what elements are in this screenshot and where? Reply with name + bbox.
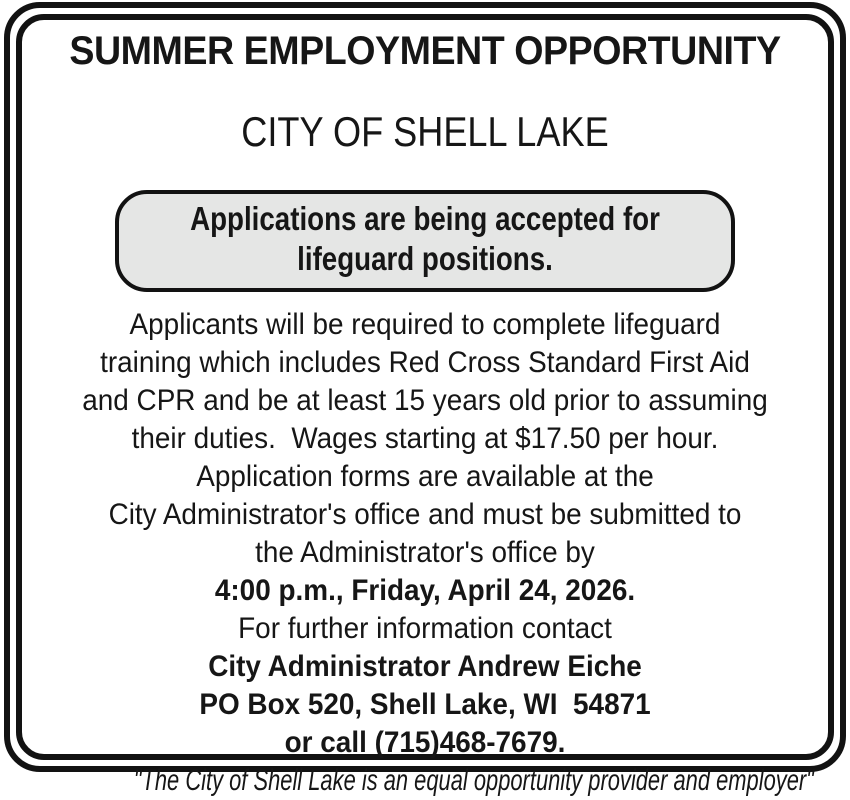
banner-line-2: lifeguard positions. (297, 239, 553, 277)
ad-title: SUMMER EMPLOYMENT OPPORTUNITY (69, 29, 781, 73)
contact-name: City Administrator Andrew Eiche (208, 649, 642, 683)
deadline-text: 4:00 p.m., Friday, April 24, 2026. (214, 573, 636, 607)
contact-phone: or call (715)468-7679. (284, 725, 566, 759)
body-line-forms-2: City Administrator's office and must be submitted to (108, 497, 742, 531)
lifeguard-positions-banner (115, 190, 735, 292)
ad-body (26, 306, 824, 800)
further-info-text: For further information contact (238, 611, 612, 645)
body-line-requirements-2: training which includes Red Cross Standard First Aid (100, 345, 750, 379)
ad-content (26, 20, 824, 797)
body-line-requirements-1: Applicants will be required to complete lifeguard (129, 307, 721, 341)
body-line-forms-1: Application forms are available at the (196, 459, 654, 493)
contact-address: PO Box 520, Shell Lake, WI 54871 (199, 687, 651, 721)
banner-line-1: Applications are being accepted for (190, 199, 660, 237)
ad-subtitle: CITY OF SHELL LAKE (241, 107, 609, 155)
body-line-requirements-3: and CPR and be at least 15 years old prior to assuming (82, 383, 768, 417)
body-line-forms-3: the Administrator's office by (255, 535, 595, 569)
body-line-wages: their duties. Wages starting at $17.50 per hour. (131, 421, 719, 455)
equal-opportunity-disclaimer: "The City of Shell Lake is an equal opportunity provider and employer" (133, 763, 814, 797)
